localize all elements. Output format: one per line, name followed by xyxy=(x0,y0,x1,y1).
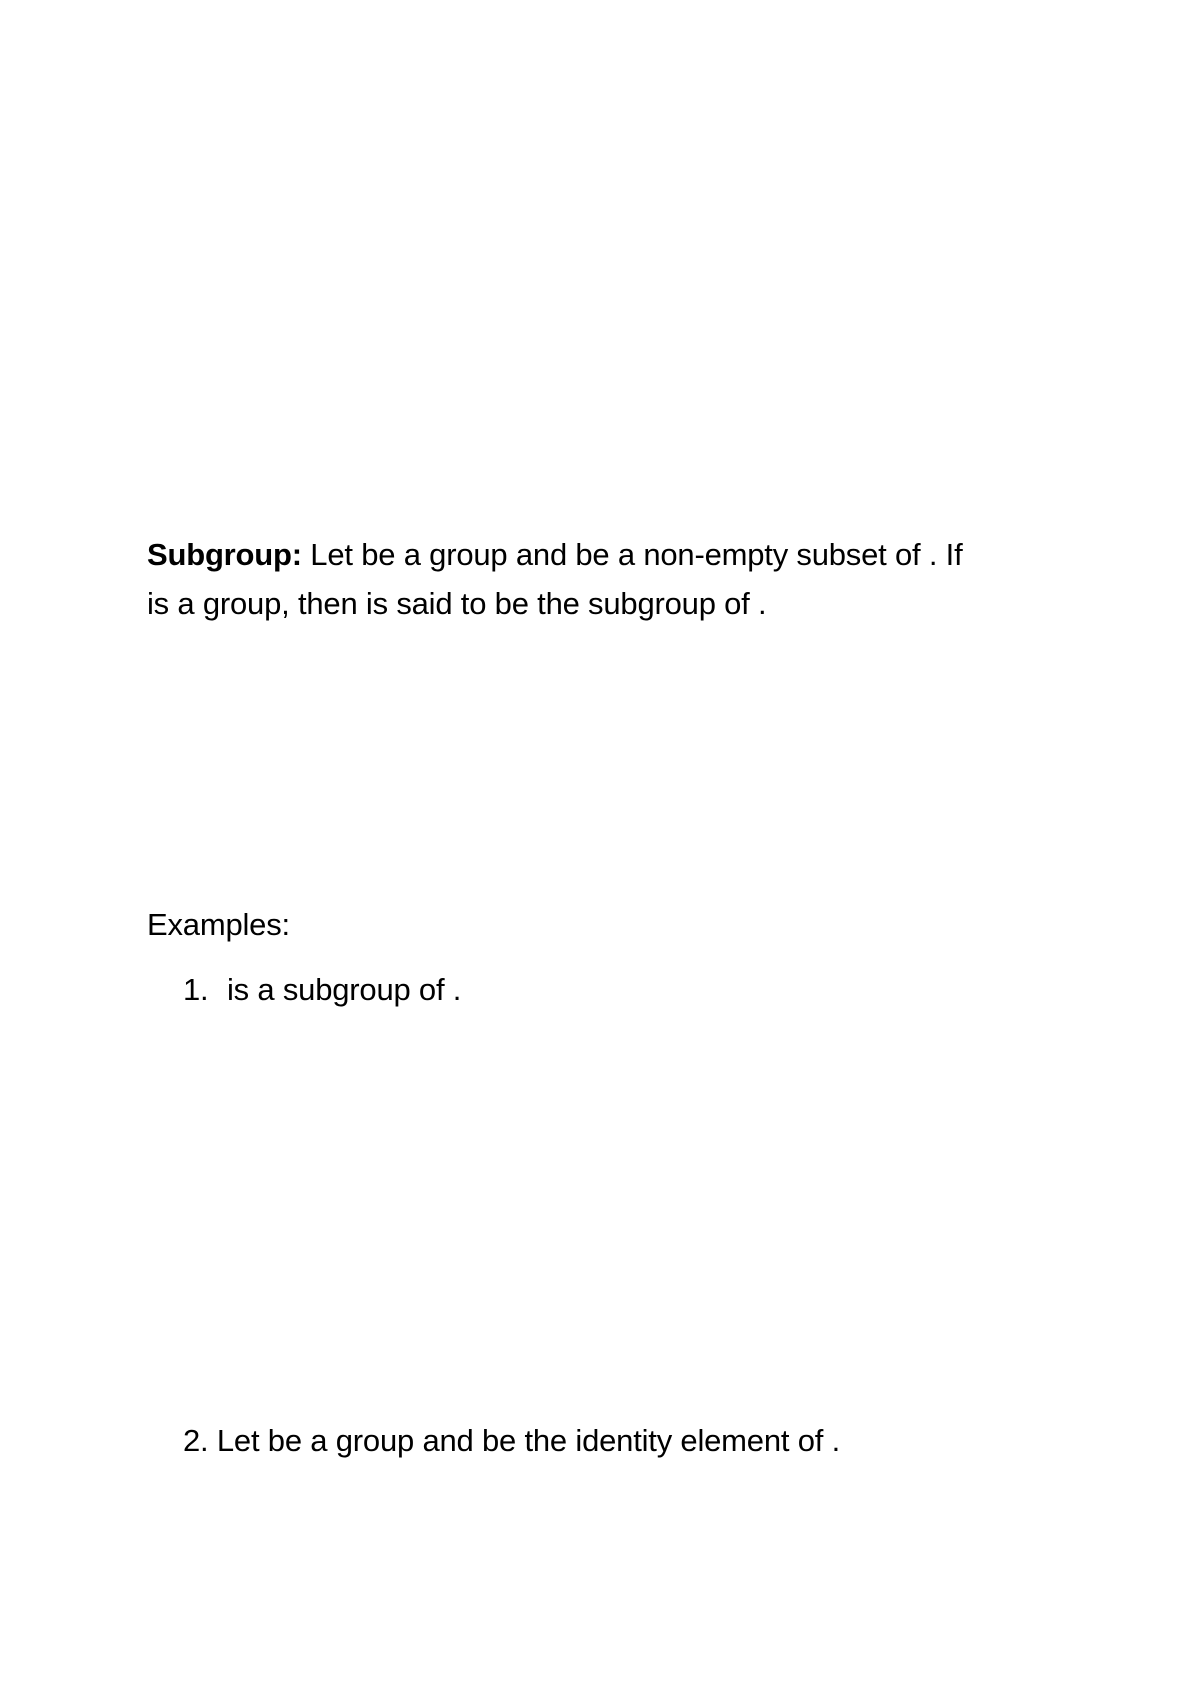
example-number: 1. xyxy=(183,972,209,1007)
definition-line-1 xyxy=(147,535,962,575)
definition-term: Subgroup: xyxy=(147,537,302,572)
example-number: 2. xyxy=(183,1423,209,1458)
definition-line-2: is a group, then is said to be the subgroup of . xyxy=(147,586,767,621)
example-text: Let be a group and be the identity element of . xyxy=(216,1423,840,1458)
example-item-1 xyxy=(183,970,461,1010)
definition-text-1: Let be a group and be a non-empty subset of . If xyxy=(301,537,963,572)
examples-heading: Examples: xyxy=(147,907,290,942)
example-item-2 xyxy=(183,1421,840,1461)
example-text: is a subgroup of . xyxy=(227,972,462,1007)
